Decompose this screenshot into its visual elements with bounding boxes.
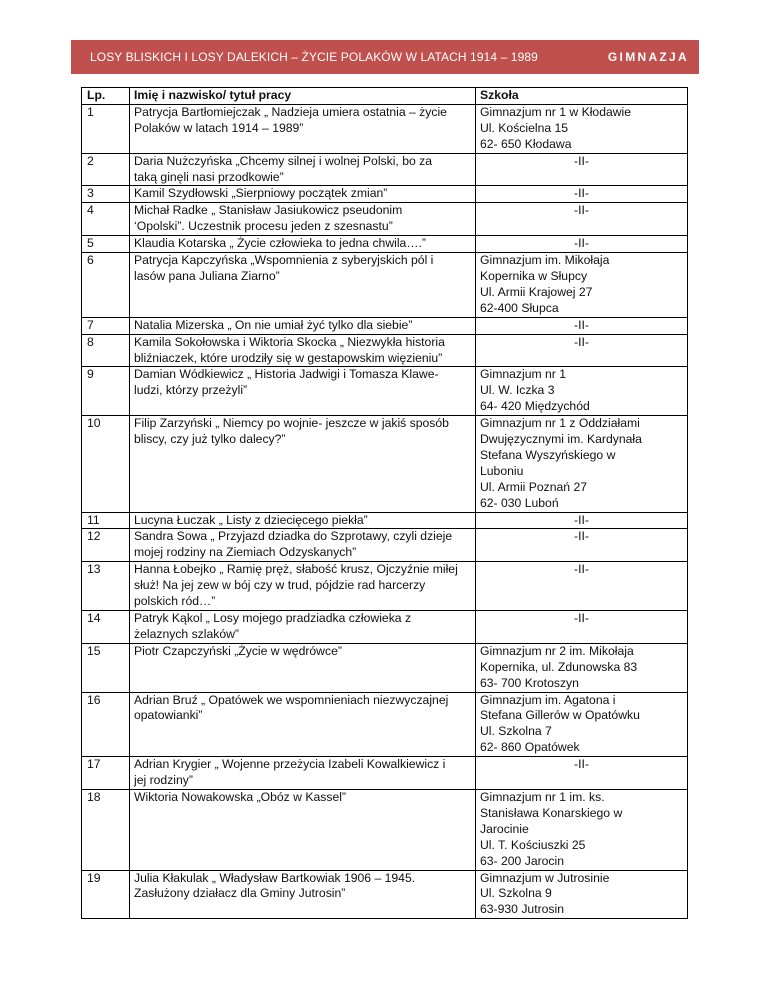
row-number: 4 [82, 203, 130, 219]
participants-table [81, 87, 688, 919]
table-row [82, 203, 688, 219]
row-number: 5 [82, 236, 130, 253]
row-name-title: Natalia Mizerska „ On nie umiał żyć tylko dla siebie” [130, 317, 476, 334]
row-name-title [130, 822, 476, 838]
row-school: Kopernika w Słupcy [476, 269, 688, 285]
table-row [82, 219, 688, 235]
table-row [82, 902, 688, 918]
row-number [82, 740, 130, 756]
row-name-title [130, 137, 476, 153]
row-number [82, 708, 130, 724]
row-name-title: lasów pana Juliana Ziarno” [130, 269, 476, 285]
table-row [82, 480, 688, 496]
row-name-title: Adrian Krygier „ Wojenne przeżycia Izabeli Kowalkiewicz i [130, 757, 476, 773]
row-name-title: Piotr Czapczyński „Życie w wędrówce” [130, 643, 476, 659]
row-school: -II- [476, 757, 688, 773]
table-row [82, 692, 688, 708]
row-number [82, 902, 130, 918]
row-school: 63- 200 Jarocin [476, 854, 688, 870]
row-number [82, 676, 130, 692]
row-number [82, 399, 130, 415]
table-row [82, 104, 688, 120]
row-number: 10 [82, 416, 130, 432]
table-row [82, 806, 688, 822]
table-row [82, 724, 688, 740]
row-name-title: Kamila Sokołowska i Wiktoria Skocka „ Niezwykła historia [130, 334, 476, 350]
row-name-title: Filip Zarzyński „ Niemcy po wojnie- jeszcze w jakiś sposób [130, 416, 476, 432]
row-school: -II- [476, 317, 688, 334]
table-row [82, 838, 688, 854]
row-name-title: Daria Nużczyńska „Chcemy silnej i wolnej Polski, bo za [130, 153, 476, 169]
row-number: 17 [82, 757, 130, 773]
row-name-title [130, 285, 476, 301]
row-number [82, 121, 130, 137]
row-school: Luboniu [476, 464, 688, 480]
row-name-title: opatowianki” [130, 708, 476, 724]
row-name-title: Klaudia Kotarska „ Życie człowieka to jedna chwila….” [130, 236, 476, 253]
row-name-title: Julia Kłakulak „ Władysław Bartkowiak 1906 – 1945. [130, 870, 476, 886]
row-school: Ul. W. Iczka 3 [476, 383, 688, 399]
row-school: Kopernika, ul. Zdunowska 83 [476, 660, 688, 676]
row-school: -II- [476, 236, 688, 253]
row-number [82, 627, 130, 643]
row-school: Ul. Szkolna 7 [476, 724, 688, 740]
table-header-row [82, 88, 688, 105]
row-school: Ul. Kościelna 15 [476, 121, 688, 137]
row-school [476, 773, 688, 789]
table-row [82, 186, 688, 203]
table-row [82, 367, 688, 383]
table-row [82, 822, 688, 838]
row-number [82, 448, 130, 464]
table-row [82, 578, 688, 594]
row-number: 18 [82, 789, 130, 805]
row-school [476, 545, 688, 561]
row-school: Gimnazjum nr 1 w Kłodawie [476, 104, 688, 120]
row-number [82, 219, 130, 235]
row-name-title: Patryk Kąkol „ Losy mojego pradziadka człowieka z [130, 611, 476, 627]
row-name-title: Wiktoria Nowakowska „Obóz w Kassel” [130, 789, 476, 805]
row-school: -II- [476, 203, 688, 219]
row-school: -II- [476, 153, 688, 169]
table-row [82, 285, 688, 301]
table-row [82, 383, 688, 399]
table-row [82, 351, 688, 367]
row-number [82, 578, 130, 594]
row-name-title: Hanna Łobejko „ Ramię pręż, słabość krusz, Ojczyźnie miłej [130, 562, 476, 578]
table-row [82, 676, 688, 692]
table-row [82, 594, 688, 610]
row-name-title [130, 464, 476, 480]
table-body [82, 104, 688, 918]
row-school: Gimnazjum nr 1 z Oddziałami [476, 416, 688, 432]
table-row [82, 660, 688, 676]
row-name-title: ‘Opolski”. Uczestnik procesu jeden z szesnastu” [130, 219, 476, 235]
row-school: Gimnazjum nr 2 im. Mikołaja [476, 643, 688, 659]
row-school: 63- 700 Krotoszyn [476, 676, 688, 692]
row-number [82, 806, 130, 822]
row-school: Gimnazjum im. Agatona i [476, 692, 688, 708]
row-number [82, 854, 130, 870]
row-number: 3 [82, 186, 130, 203]
row-name-title: Zasłużony działacz dla Gminy Jutrosin” [130, 886, 476, 902]
row-number: 13 [82, 562, 130, 578]
row-number [82, 351, 130, 367]
row-name-title [130, 806, 476, 822]
row-name-title [130, 301, 476, 317]
row-school [476, 351, 688, 367]
row-school: Ul. Armii Poznań 27 [476, 480, 688, 496]
row-name-title: bliscy, czy już tylko dalecy?” [130, 432, 476, 448]
row-number: 12 [82, 529, 130, 545]
row-number: 15 [82, 643, 130, 659]
row-number [82, 170, 130, 186]
row-name-title: Polaków w latach 1914 – 1989” [130, 121, 476, 137]
row-name-title: Kamil Szydłowski „Sierpniowy początek zmian” [130, 186, 476, 203]
row-number: 6 [82, 253, 130, 269]
table-row [82, 740, 688, 756]
row-school: -II- [476, 512, 688, 529]
table-row [82, 170, 688, 186]
row-school: Stanisława Konarskiego w [476, 806, 688, 822]
row-number: 7 [82, 317, 130, 334]
row-name-title: Damian Wódkiewicz „ Historia Jadwigi i Tomasza Klawe- [130, 367, 476, 383]
row-number [82, 285, 130, 301]
row-number [82, 724, 130, 740]
row-school [476, 578, 688, 594]
row-number [82, 464, 130, 480]
row-school: Gimnazjum w Jutrosinie [476, 870, 688, 886]
table-row [82, 253, 688, 269]
table-row [82, 545, 688, 561]
column-header-school: Szkoła [476, 88, 688, 105]
row-name-title [130, 448, 476, 464]
row-number: 1 [82, 104, 130, 120]
row-number: 14 [82, 611, 130, 627]
row-number: 9 [82, 367, 130, 383]
row-school: Dwujęzycznymi im. Kardynała [476, 432, 688, 448]
row-name-title: mojej rodziny na Ziemiach Odzyskanych” [130, 545, 476, 561]
row-school: 64- 420 Międzychód [476, 399, 688, 415]
table-row [82, 886, 688, 902]
row-number: 19 [82, 870, 130, 886]
row-school: Stefana Gillerów w Opatówku [476, 708, 688, 724]
row-name-title: służ! Na jej zew w bój czy w trud, pójdzie rad harcerzy [130, 578, 476, 594]
row-name-title: polskich ród…” [130, 594, 476, 610]
table-row [82, 789, 688, 805]
table-row [82, 137, 688, 153]
row-school: -II- [476, 611, 688, 627]
row-name-title: Patrycja Kapczyńska „Wspomnienia z syberyjskich pól i [130, 253, 476, 269]
row-school: 62-400 Słupca [476, 301, 688, 317]
table-row [82, 708, 688, 724]
row-school [476, 219, 688, 235]
category-label: GIMNAZJA [607, 50, 689, 64]
row-school [476, 594, 688, 610]
table-row [82, 643, 688, 659]
table-row [82, 334, 688, 350]
row-name-title: Michał Radke „ Stanisław Jasiukowicz pseudonim [130, 203, 476, 219]
row-name-title [130, 902, 476, 918]
header-banner [71, 40, 699, 74]
row-school: 62- 650 Kłodawa [476, 137, 688, 153]
row-name-title [130, 838, 476, 854]
row-school: -II- [476, 186, 688, 203]
table-row [82, 448, 688, 464]
row-school: 62- 030 Luboń [476, 496, 688, 512]
table-row [82, 627, 688, 643]
row-school: -II- [476, 562, 688, 578]
row-number: 16 [82, 692, 130, 708]
table-row [82, 301, 688, 317]
row-school: Ul. Armii Krajowej 27 [476, 285, 688, 301]
row-number [82, 773, 130, 789]
row-name-title: jej rodziny” [130, 773, 476, 789]
table-row [82, 153, 688, 169]
row-school: Gimnazjum nr 1 [476, 367, 688, 383]
row-name-title: bliźniaczek, które urodziły się w gestapowskim więzieniu” [130, 351, 476, 367]
table-row [82, 399, 688, 415]
row-name-title [130, 399, 476, 415]
row-school: 63-930 Jutrosin [476, 902, 688, 918]
table-row [82, 529, 688, 545]
row-school [476, 170, 688, 186]
table-row [82, 870, 688, 886]
row-name-title: żelaznych szlaków” [130, 627, 476, 643]
row-number [82, 496, 130, 512]
table-row [82, 269, 688, 285]
row-number [82, 822, 130, 838]
row-name-title: Patrycja Bartłomiejczak „ Nadzieja umiera ostatnia – życie [130, 104, 476, 120]
row-number: 11 [82, 512, 130, 529]
row-name-title [130, 676, 476, 692]
table-row [82, 757, 688, 773]
row-number [82, 660, 130, 676]
row-school: 62- 860 Opatówek [476, 740, 688, 756]
row-school: -II- [476, 529, 688, 545]
table-row [82, 512, 688, 529]
table-row [82, 121, 688, 137]
row-number [82, 432, 130, 448]
row-number: 2 [82, 153, 130, 169]
row-name-title [130, 480, 476, 496]
row-name-title: Lucyna Łuczak „ Listy z dziecięcego piekła” [130, 512, 476, 529]
row-school: Gimnazjum nr 1 im. ks. [476, 789, 688, 805]
row-name-title [130, 854, 476, 870]
table-row [82, 611, 688, 627]
row-number [82, 480, 130, 496]
column-header-name-title: Imię i nazwisko/ tytuł pracy [130, 88, 476, 105]
row-name-title: ludzi, którzy przeżyli” [130, 383, 476, 399]
row-number [82, 301, 130, 317]
table-row [82, 854, 688, 870]
row-school: Stefana Wyszyńskiego w [476, 448, 688, 464]
row-number [82, 545, 130, 561]
table-row [82, 236, 688, 253]
row-school: Jarocinie [476, 822, 688, 838]
table-row [82, 432, 688, 448]
table-row [82, 773, 688, 789]
row-school [476, 627, 688, 643]
table-row [82, 416, 688, 432]
table-row [82, 562, 688, 578]
row-number [82, 594, 130, 610]
row-name-title: Sandra Sowa „ Przyjazd dziadka do Szprotawy, czyli dzieje [130, 529, 476, 545]
row-school: Gimnazjum im. Mikołaja [476, 253, 688, 269]
row-school: -II- [476, 334, 688, 350]
row-number [82, 838, 130, 854]
table-row [82, 496, 688, 512]
row-number: 8 [82, 334, 130, 350]
row-number [82, 137, 130, 153]
row-number [82, 886, 130, 902]
document-title: LOSY BLISKICH I LOSY DALEKICH – ŻYCIE POLAKÓW W LATACH 1914 – 1989 [90, 50, 538, 64]
row-name-title [130, 660, 476, 676]
table-row [82, 464, 688, 480]
row-school: Ul. Szkolna 9 [476, 886, 688, 902]
row-name-title: taką ginęli nasi przodkowie” [130, 170, 476, 186]
column-header-number: Lp. [82, 88, 130, 105]
row-number [82, 383, 130, 399]
row-name-title [130, 740, 476, 756]
row-name-title [130, 724, 476, 740]
row-school: Ul. T. Kościuszki 25 [476, 838, 688, 854]
row-name-title [130, 496, 476, 512]
table-row [82, 317, 688, 334]
row-name-title: Adrian Bruź „ Opatówek we wspomnieniach niezwyczajnej [130, 692, 476, 708]
row-number [82, 269, 130, 285]
